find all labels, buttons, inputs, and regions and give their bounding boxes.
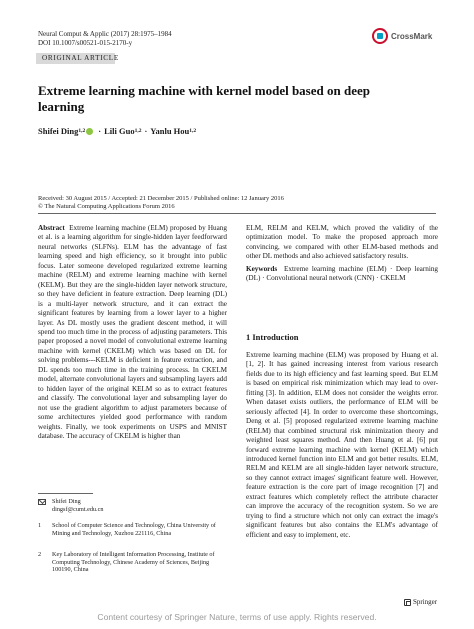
crossmark-icon (372, 28, 388, 44)
corresponding-author-email[interactable]: dingsf@cumt.edu.cn (52, 505, 104, 513)
author-separator: · (98, 126, 102, 136)
author-name[interactable]: Yanlu Hou (150, 126, 190, 136)
keywords (246, 265, 438, 284)
section-heading-introduction: 1 Introduction (246, 332, 299, 342)
abstract (38, 224, 227, 441)
copyright-line: © The Natural Computing Applications Forum 2016 (38, 203, 175, 211)
date-history: Received: 30 August 2015 / Accepted: 21 December 2015 / Published online: 12 January 2016 (38, 195, 284, 202)
affiliation-number: 1 (38, 522, 42, 529)
author-name[interactable]: Shifei Ding (38, 126, 79, 136)
envelope-icon (38, 499, 46, 505)
footnote-divider (38, 493, 93, 494)
crossmark-badge[interactable] (372, 28, 432, 44)
affiliation-footnote (38, 551, 222, 574)
author-list (38, 126, 196, 136)
keywords-text: Extreme learning machine (ELM) · Deep learning (DL) · Convolutional neural network (CNN) · CKELM (246, 265, 439, 283)
author-affil: 1,2 (78, 128, 86, 134)
springer-icon (404, 599, 411, 606)
crossmark-label: CrossMark (391, 31, 433, 41)
author-separator: · (144, 126, 148, 136)
publisher-name: Springer (413, 598, 438, 606)
abstract-text: Extreme learning machine (ELM) proposed by Huang et al. is a learning algorithm for single-hidden layer feedforward neural networks (SLFNs). ELM has the advantage of fast learning speed and high efficiency, so it brought into public focus. Later someone developed regularized extreme learning machine (RELM) and extreme learning machine with kernel (KELM). But they are the single-hidden layer network structure, so they have deficient in feature extraction. Deep learning (DL) is a multi-layer network structure, and it can extract the significant features by learning from a lower layer to a higher layer. As DL mostly uses the gradient descent method, it will spend too much time in the process of adjusting parameters. This paper proposed a novel model of convolutional extreme learning machine with kernel (CKELM) which was based on DL for solving problems---KELM is deficient in feature extraction, and DL spends too much time in the training process. In CKELM model, alternate convolutional layers and subsampling layers add to hidden layer of the original KELM so as to extract features and classify. The convolutional layer and subsampling layer do not use the gradient algorithm to adjust parameters because of some architectures yielded good performance with random weights. Finally, we took experiments on USPS and MNIST database. The accuracy of CKELM is higher than (38, 224, 227, 440)
introduction-text: Extreme learning machine (ELM) was proposed by Huang et al. [1, 2]. It has gained increasing interest from various research fields due to its high efficiency and fast learning speed. But ELM is based on empirical risk minimization which may lead to over-fitting [3]. In addition, ELM does not consider the weights error. When dataset exists outliers, the performance of ELM will be seriously affected [4]. In order to overcome these shortcomings, Deng et al. [5] proposed regularized extreme learning machine (RELM) that combined structural risk minimization theory and weighted least squares method. And then Huang et al. [6] put forward extreme learning machine with kernel (KELM) which introduced kernel function into ELM and got better results. ELM, RELM and KELM are all single-hidden layer network structure, so they cannot extract images' significant feature well. However, feature extraction is the core part of image recognition [7] and extract features which completely reflect the attribute character can improve the accuracy of the recognition system. So we are trying to find a structure which not only can extract the image's significant features but also contains the ELM's advantage of efficient and easy to implement, etc. (246, 351, 438, 539)
corresponding-author-footnote (38, 498, 222, 513)
corresponding-author-name: Shifei Ding (52, 498, 81, 505)
journal-citation (38, 30, 172, 48)
author-affil: 1,2 (134, 128, 142, 134)
doi-line[interactable]: DOI 10.1007/s00521-015-2170-y (38, 39, 133, 47)
courtesy-notice: Content courtesy of Springer Nature, terms of use apply. Rights reserved. (97, 612, 377, 622)
publication-history (38, 195, 284, 212)
author-name[interactable]: Lili Guo (104, 126, 135, 136)
paper-title: Extreme learning machine with kernel model based on deep learning (38, 83, 370, 114)
affiliation-text: Key Laboratory of Intelligent Information Processing, Institute of Computing Technology, Chinese Academy of Sciences, Beijing 100190, China (52, 551, 215, 574)
journal-line: Neural Comput & Applic (2017) 28:1975–1984 (38, 30, 172, 38)
keywords-label: Keywords (246, 265, 278, 273)
orcid-icon[interactable] (86, 128, 93, 135)
affiliation-footnote (38, 522, 222, 537)
affiliation-number: 2 (38, 551, 42, 558)
springer-logo (404, 598, 437, 606)
abstract-continuation: ELM, RELM and KELM, which proved the validity of the optimization model. To make the proposed approach more convincing, we compared with other ELM-based methods and other DL methods and also achieved satisfactory results. (246, 224, 438, 261)
abstract-label: Abstract (38, 224, 65, 232)
article-type: ORIGINAL ARTICLE (42, 54, 119, 62)
header-divider (38, 213, 436, 214)
affiliation-text: School of Computer Science and Technology, China University of Mining and Technology, Xuzhou 221116, China (52, 522, 216, 537)
author-affil: 1,2 (189, 128, 197, 134)
